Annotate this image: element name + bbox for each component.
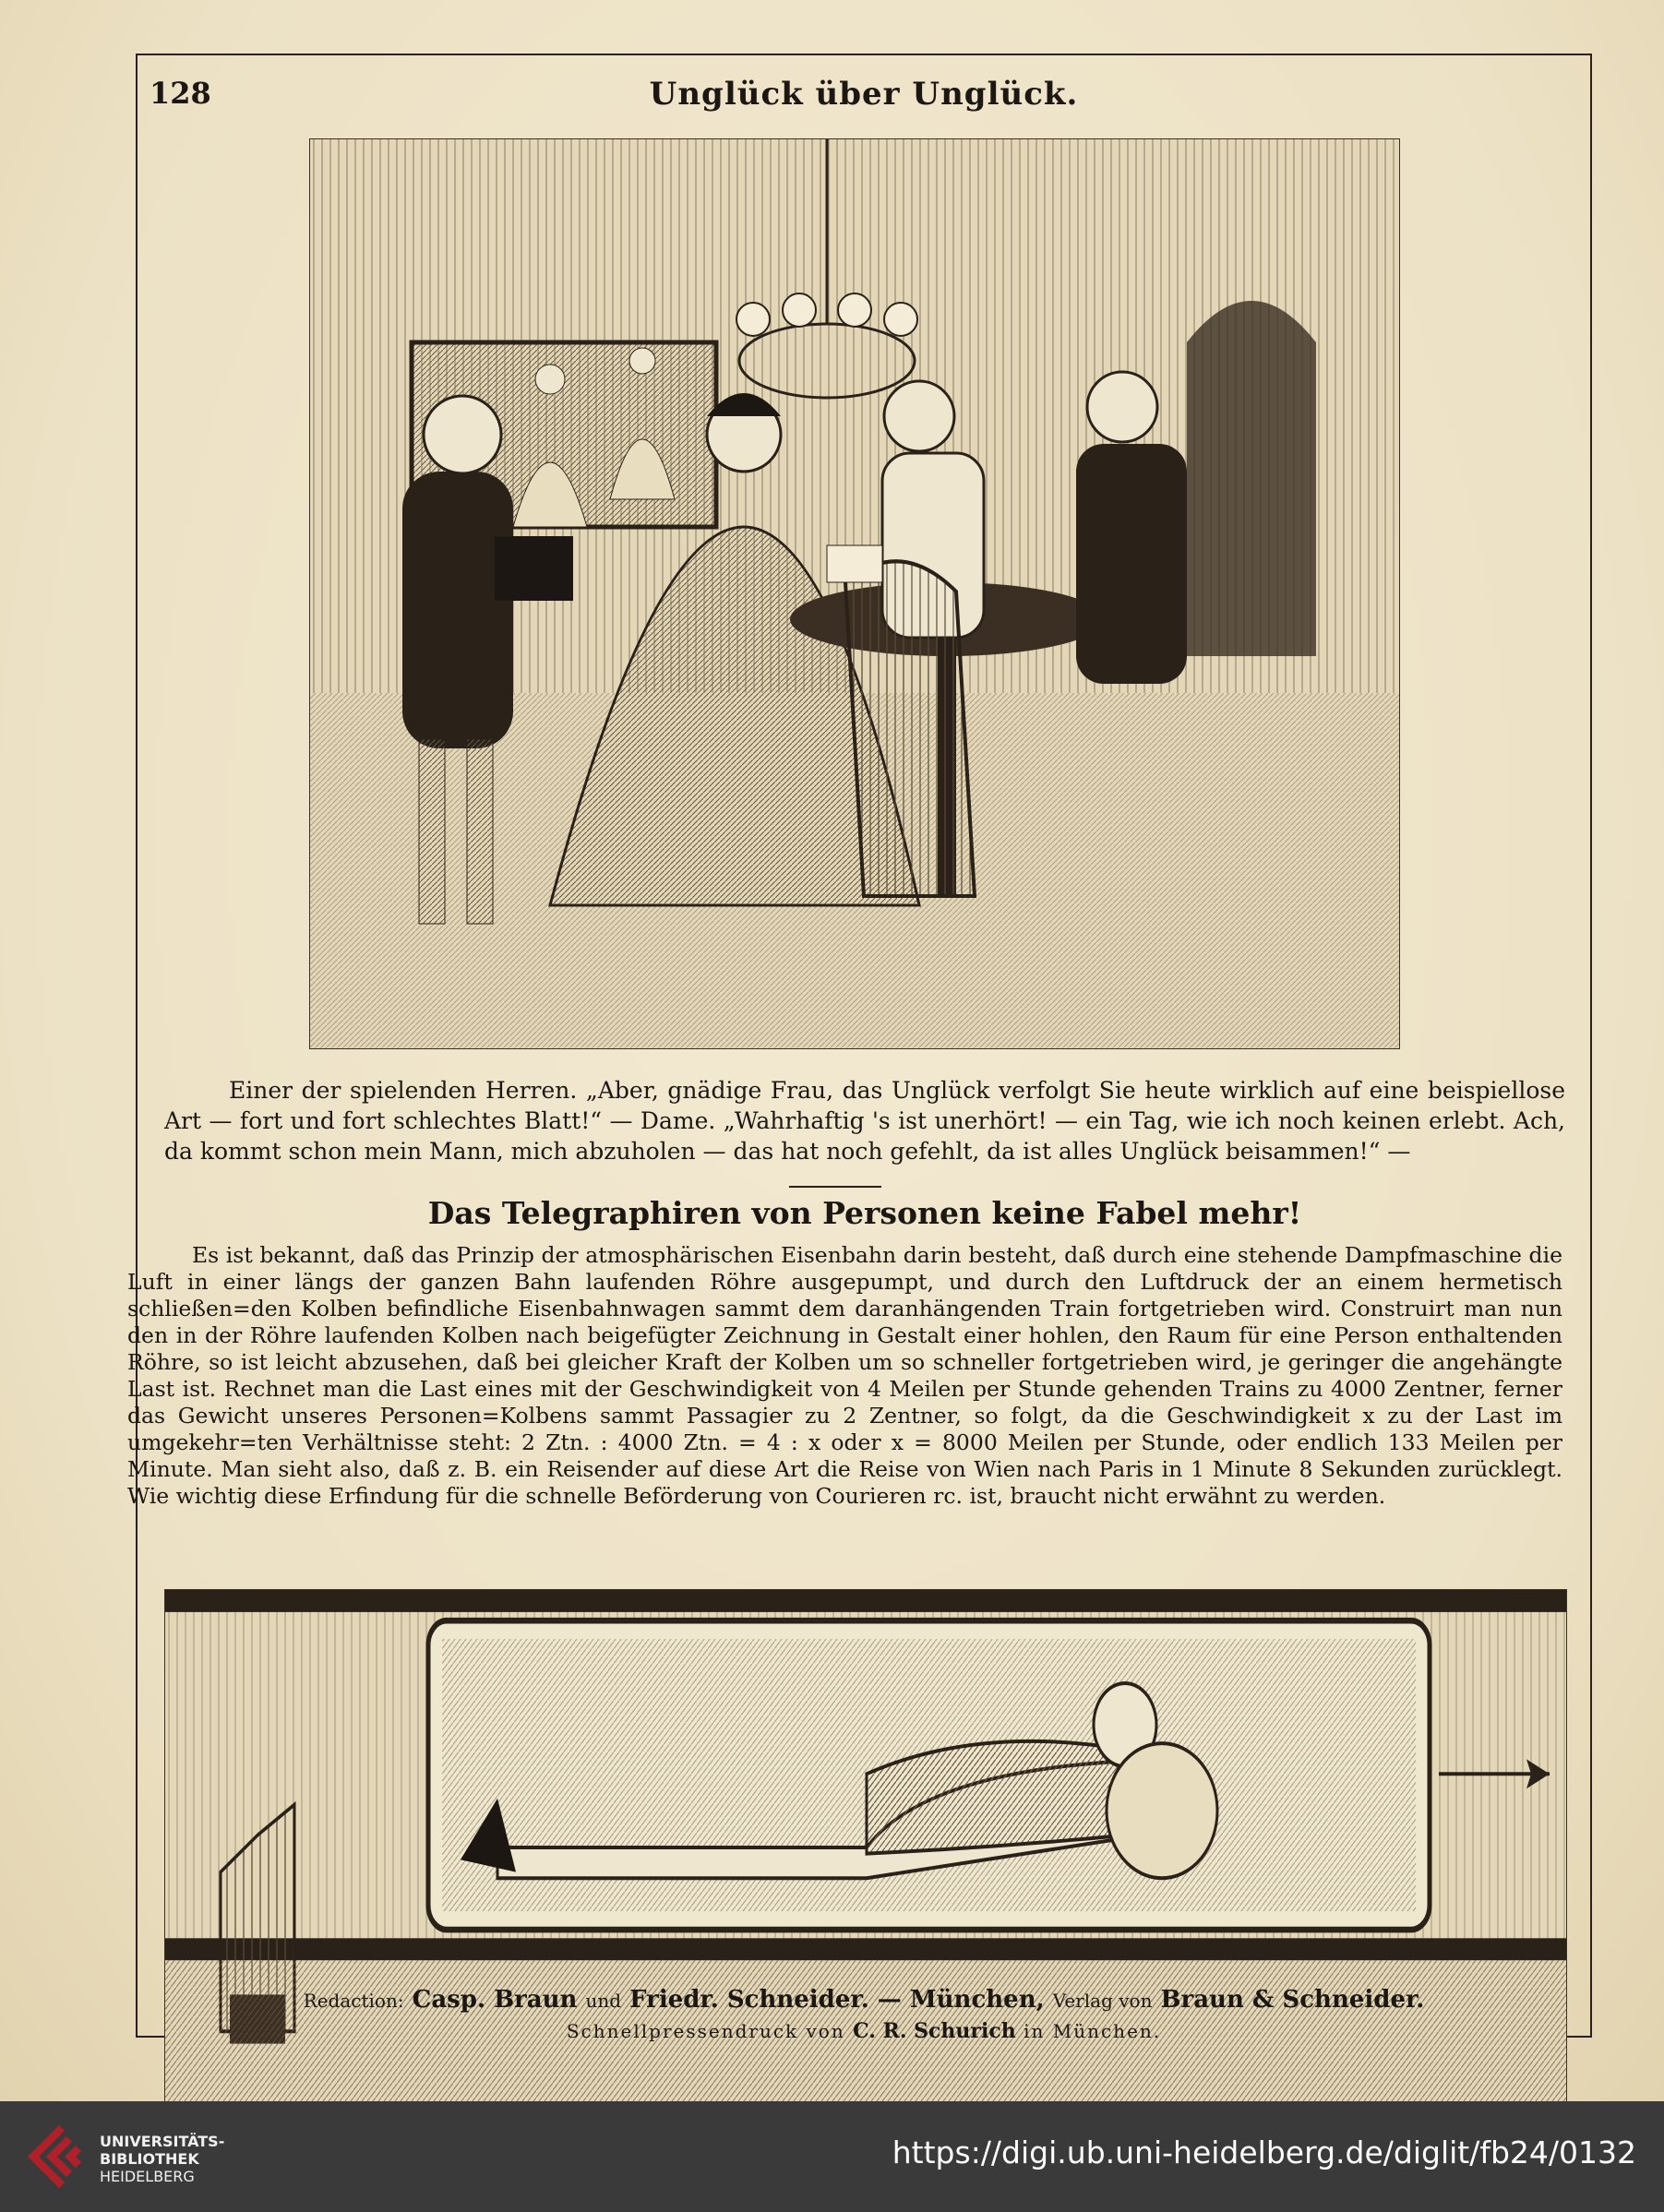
print-place: in München. bbox=[1024, 2020, 1162, 2042]
footer-redaction bbox=[136, 1986, 1592, 2014]
footer-printer bbox=[136, 2019, 1592, 2043]
redaction-label: Redaction: bbox=[303, 1990, 404, 2012]
editor-name-2: Friedr. Schneider. — München, bbox=[629, 1986, 1045, 2014]
library-info-bar bbox=[0, 2101, 1664, 2212]
library-name-line2: BIBLIOTHEK bbox=[100, 2150, 199, 2168]
library-logo-icon[interactable] bbox=[22, 2120, 98, 2195]
library-name-line1: UNIVERSITÄTS- bbox=[100, 2133, 225, 2150]
and-word: und bbox=[585, 1990, 622, 2012]
print-label: Schnellpressendruck von bbox=[566, 2020, 845, 2042]
page-number: 128 bbox=[150, 76, 211, 111]
editor-name: Casp. Braun bbox=[412, 1986, 578, 2014]
publisher-label: Verlag von bbox=[1052, 1990, 1153, 2012]
library-name-line3: HEIDELBERG bbox=[100, 2168, 195, 2185]
section-divider bbox=[789, 1186, 881, 1188]
permalink-url[interactable]: https://digi.ub.uni-heidelberg.de/diglit/fb24/0132 bbox=[892, 2134, 1636, 2170]
printer-name: C. R. Schurich bbox=[853, 2019, 1016, 2043]
page-title: Unglück über Unglück. bbox=[649, 76, 1079, 113]
article-title: Das Telegraphiren von Personen keine Fabel mehr! bbox=[427, 1195, 1302, 1231]
salon-card-game-illustration bbox=[309, 138, 1400, 1049]
illustration-caption: Einer der spielenden Herren. „Aber, gnädige Frau, das Unglück verfolgt Sie heute wirklich auf eine beispiellose Art — fort und fort schlechtes Blatt!“ — Dame. „Wahrhaftig 's ist unerhört! — ein Tag, wie ich noch keinen erlebt. Ach, da kommt schon mein Mann, mich abzuholen — das hat noch gefehlt, da ist alles Unglück beisammen!“ — bbox=[164, 1077, 1565, 1165]
article-body: Es ist bekannt, daß das Prinzip der atmosphärischen Eisenbahn darin besteht, daß durch eine stehende Dampfmaschine die Luft in einer längs der ganzen Bahn laufenden Röhre ausgepumpt, und durch den Luftdruck der an einem hermetisch schließen=den Kolben befindliche Eisenbahnwagen sammt dem daranhängenden Train fortgetrieben wird. Construirt man nun den in der Röhre laufenden Kolben nach beigefügter Zeichnung in Gestalt einer hohlen, den Raum für eine Person enthaltenden Röhre, so ist leicht abzusehen, daß bei gleicher Kraft der Kolben um so schneller fortgetrieben wird, je geringer die angehängte Last ist. Rechnet man die Last eines mit der Geschwindigkeit von 4 Meilen per Stunde gehenden Trains zu 4000 Zentner, ferner das Gewicht unseres Personen=Kolbens sammt Passagier zu 2 Zentner, so folgt, da die Geschwindigkeit x zu der Last im umgekehr=ten Verhältnisse steht: 2 Ztn. : 4000 Ztn. = 4 : x oder x = 8000 Meilen per Stunde, oder endlich 133 Meilen per Minute. Man sieht also, daß z. B. ein Reisender auf diese Art die Reise von Wien nach Paris in 1 Minute 8 Sekunden zurücklegt. Wie wichtig diese Erfindung für die schnelle Beförderung von Courieren rc. ist, braucht nicht erwähnt zu werden. bbox=[127, 1242, 1562, 1509]
page-header bbox=[136, 70, 1592, 126]
publisher-name: Braun & Schneider. bbox=[1160, 1986, 1425, 2014]
library-name[interactable] bbox=[100, 2133, 224, 2185]
